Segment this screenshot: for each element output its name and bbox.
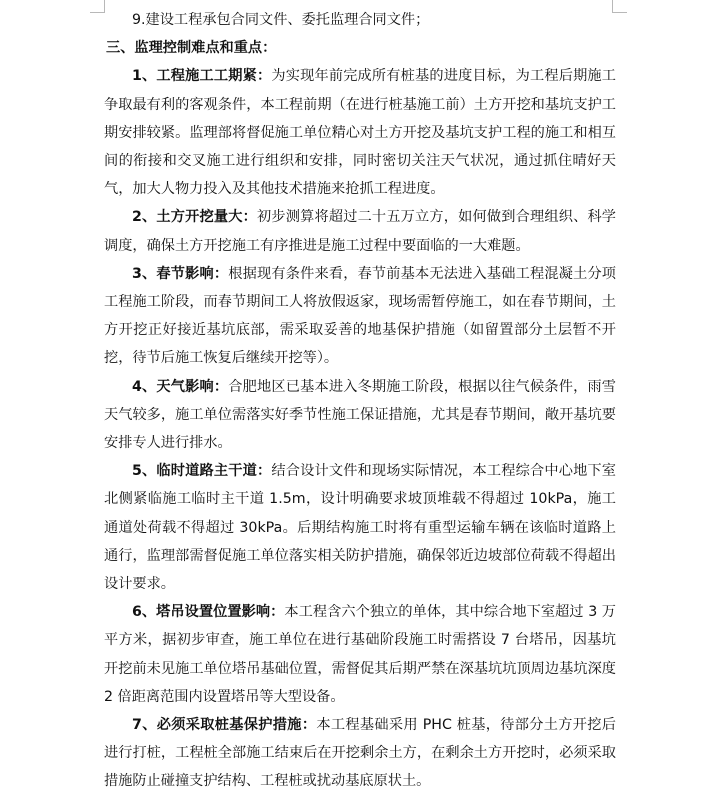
item-2-paragraph <box>104 203 616 259</box>
item-5-paragraph <box>104 457 616 598</box>
item-3-title: 3、春节影响： <box>132 265 229 282</box>
item-2-title: 2、土方开挖量大： <box>132 209 257 226</box>
item-4-paragraph <box>104 373 616 458</box>
item-6-body: 本工程含六个独立的单体，其中综合地下室超过 3 万平方米，据初步审查，施工单位在进行基础阶段施工时需搭设 7 台塔吊，因基坑开挖前未见施工单位塔吊基础位置，需督促其后期严禁在深基坑坑顶周边基坑深度 2 倍距离范围内设置塔吊等大型设备。 <box>104 604 616 705</box>
item-1-title: 1、工程施工工期紧： <box>132 68 272 85</box>
item-2-body: 初步测算将超过二十五万立方，如何做到合理组织、科学调度，确保土方开挖施工有序推进是施工过程中要面临的一大难题。 <box>104 209 616 254</box>
item-7-paragraph <box>104 711 616 796</box>
item-4-title: 4、天气影响： <box>132 378 229 395</box>
item-3-paragraph <box>104 260 616 373</box>
item-5-title: 5、临时道路主干道： <box>132 463 272 480</box>
list-item-9: 9.建设工程承包合同文件、委托监理合同文件； <box>132 12 430 28</box>
item-1-paragraph <box>104 62 616 203</box>
item-5-body: 结合设计文件和现场实际情况，本工程综合中心地下室北侧紧临施工临时主干道 1.5m，设计明确要求坡顶堆载不得超过 10kPa，施工通道处荷载不得超过 30kPa。后期结构施工时将有重型运输车辆在该临时道路上通行，监理部需督促施工单位落实相关防护措施，确保邻近边坡部位荷载不得超出设计要求。 <box>104 463 616 593</box>
item-6-paragraph <box>104 598 616 711</box>
item-3-body: 根据现有条件来看，春节前基本无法进入基础工程混凝土分项工程施工阶段，而春节期间工人将放假返家，现场需暂停施工，如在春节期间，土方开挖正好接近基坑底部，需采取妥善的地基保护措施（如留置部分土层暂不开挖，待节后施工恢复后继续开挖等）。 <box>104 265 616 367</box>
page-corner-mark-left <box>90 0 105 13</box>
item-4-body: 合肥地区已基本进入冬期施工阶段，根据以往气候条件，雨雪天气较多，施工单位需落实好季节性施工保证措施，尤其是春节期间，敞开基坑要安排专人进行排水。 <box>104 378 616 452</box>
item-6-title: 6、塔吊设置位置影响： <box>132 604 285 621</box>
section-heading: 三、监理控制难点和重点： <box>106 40 277 57</box>
item-7-body: 本工程基础采用 PHC 桩基，待部分土方开挖后进行打桩，工程桩全部施工结束后在开挖剩余土方，在剩余土方开挖时，必须采取措施防止碰撞支护结构、工程桩或扰动基底原状土。 <box>104 717 616 790</box>
item-7-title: 7、必须采取桩基保护措施： <box>132 717 317 734</box>
item-1-body: 为实现年前完成所有桩基的进度目标，为工程后期施工争取最有利的客观条件，本工程前期（在进行桩基施工前）土方开挖和基坑支护工期安排较紧。监理部将督促施工单位精心对土方开挖及基坑支护工程的施工和相互间的衔接和交叉施工进行组织和安排，同时密切关注天气状况，通过抓住晴好天气，加大人物力投入及其他技术措施来抢抓工程进度。 <box>104 68 616 198</box>
document-body <box>104 6 616 796</box>
